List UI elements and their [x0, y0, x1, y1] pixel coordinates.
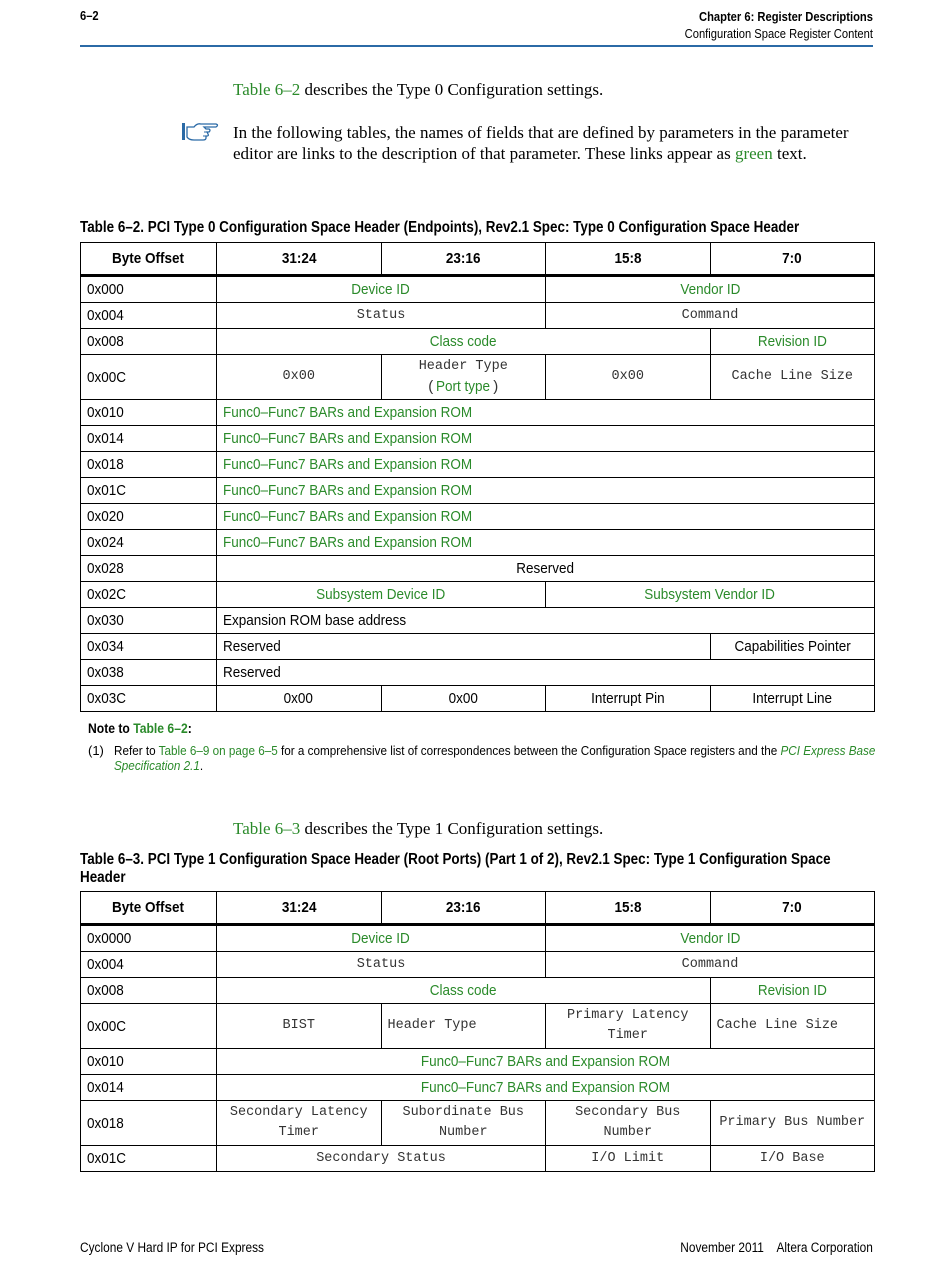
- vendor-id-link[interactable]: Vendor ID: [546, 276, 875, 303]
- offset-cell: 0x024: [81, 530, 217, 556]
- note-text-before: In the following tables, the names of fields that are defined by parameters in the parameter editor are links to the description of that parameter. These links appear as: [233, 123, 849, 163]
- table-row: [81, 1075, 875, 1101]
- table-6-3-caption-text: Table 6–3. PCI Type 1 Configuration Space Header (Root Ports) (Part 1 of 2), Rev2.1 Spec: Type 1 Configuration Space Header: [80, 851, 831, 886]
- interrupt-pin-cell: Interrupt Pin: [546, 686, 711, 712]
- io-limit-cell: I/O Limit: [546, 1146, 711, 1172]
- class-code-link[interactable]: Class code: [217, 329, 711, 355]
- table-row: [81, 452, 875, 478]
- revision-id-link[interactable]: Revision ID: [710, 329, 875, 355]
- table-6-2: [80, 242, 875, 712]
- header-7-0: 7:0: [710, 892, 875, 925]
- table-row: [81, 582, 875, 608]
- intro-type1-text: describes the Type 1 Configuration settings.: [300, 819, 604, 838]
- offset-cell: 0x030: [81, 608, 217, 634]
- cache-line-size-cell: Cache Line Size: [710, 355, 875, 400]
- bist-cell: BIST: [217, 1004, 382, 1049]
- bars-link[interactable]: Func0–Func7 BARs and Expansion ROM: [217, 1049, 875, 1075]
- revision-id-link[interactable]: Revision ID: [710, 978, 875, 1004]
- secondary-latency-timer-cell: Secondary Latency Timer: [217, 1101, 382, 1146]
- offset-cell: 0x014: [81, 426, 217, 452]
- table-row: [81, 400, 875, 426]
- device-id-link[interactable]: Device ID: [217, 925, 546, 952]
- offset-cell: 0x014: [81, 1075, 217, 1101]
- header-type-label: Header Type: [418, 359, 508, 374]
- bars-link[interactable]: Func0–Func7 BARs and Expansion ROM: [217, 452, 875, 478]
- table-row: [81, 556, 875, 582]
- secondary-status-cell: Secondary Status: [217, 1146, 546, 1172]
- note-colon: :: [187, 721, 192, 736]
- reserved-cell: Reserved: [217, 556, 875, 582]
- offset-cell: 0x01C: [81, 478, 217, 504]
- table-row: [81, 608, 875, 634]
- primary-bus-number-cell: Primary Bus Number: [710, 1101, 875, 1146]
- bars-link[interactable]: Func0–Func7 BARs and Expansion ROM: [217, 504, 875, 530]
- secondary-bus-number-cell: Secondary Bus Number: [546, 1101, 711, 1146]
- table-row: [81, 426, 875, 452]
- footnote-pre: Refer to: [114, 743, 159, 758]
- table-row: [81, 1049, 875, 1075]
- header-15-8: 15:8: [546, 892, 711, 925]
- table-row: [81, 504, 875, 530]
- table-row: [81, 276, 875, 303]
- table-row: [81, 660, 875, 686]
- offset-cell: 0x004: [81, 303, 217, 329]
- byte3-cell: 0x00: [217, 686, 382, 712]
- table-row: [81, 1004, 875, 1049]
- offset-cell: 0x02C: [81, 582, 217, 608]
- table-row: [81, 978, 875, 1004]
- reserved-cell: Reserved: [217, 634, 711, 660]
- offset-cell: 0x03C: [81, 686, 217, 712]
- table-row: [81, 478, 875, 504]
- table-header-row: [81, 892, 875, 925]
- offset-cell: 0x01C: [81, 1146, 217, 1172]
- offset-cell: 0x034: [81, 634, 217, 660]
- header-31-24: 31:24: [217, 892, 382, 925]
- port-type-link[interactable]: Port type: [436, 378, 491, 395]
- offset-cell: 0x00C: [81, 1004, 217, 1049]
- offset-cell: 0x008: [81, 329, 217, 355]
- section-title: Configuration Space Register Content: [684, 26, 873, 41]
- table-note-heading: [88, 721, 203, 736]
- capabilities-pointer-cell: Capabilities Pointer: [710, 634, 875, 660]
- header-31-24: 31:24: [217, 243, 382, 276]
- header-7-0: 7:0: [710, 243, 875, 276]
- bars-link[interactable]: Func0–Func7 BARs and Expansion ROM: [217, 530, 875, 556]
- table-row: [81, 355, 875, 400]
- subordinate-bus-number-cell: Subordinate Bus Number: [381, 1101, 546, 1146]
- offset-cell: 0x004: [81, 952, 217, 978]
- device-id-link[interactable]: Device ID: [217, 276, 546, 303]
- offset-cell: 0x000: [81, 276, 217, 303]
- note-green-word: green: [734, 144, 773, 163]
- chapter-title: Chapter 6: Register Descriptions: [699, 9, 873, 24]
- running-header: [654, 8, 873, 42]
- note-text: [233, 122, 873, 164]
- offset-cell: 0x038: [81, 660, 217, 686]
- subsystem-vendor-id-link[interactable]: Subsystem Vendor ID: [546, 582, 875, 608]
- header-byte-offset: Byte Offset: [81, 892, 217, 925]
- table-row: [81, 686, 875, 712]
- pointing-hand-icon: [182, 120, 220, 144]
- footer-product: Cyclone V Hard IP for PCI Express: [80, 1240, 265, 1255]
- intro-type0: [233, 79, 603, 100]
- offset-cell: 0x010: [81, 400, 217, 426]
- table-6-2-link[interactable]: Table 6–2: [233, 80, 301, 99]
- command-cell: Command: [546, 303, 875, 329]
- header-15-8: 15:8: [546, 243, 711, 276]
- bars-link[interactable]: Func0–Func7 BARs and Expansion ROM: [217, 478, 875, 504]
- byte2-cell: 0x00: [381, 686, 546, 712]
- note-table-link[interactable]: Table 6–2: [133, 721, 188, 736]
- status-cell: Status: [217, 952, 546, 978]
- reserved-cell: Reserved: [217, 660, 875, 686]
- status-cell: Status: [217, 303, 546, 329]
- bars-link[interactable]: Func0–Func7 BARs and Expansion ROM: [217, 426, 875, 452]
- table-row: [81, 1101, 875, 1146]
- offset-cell: 0x018: [81, 452, 217, 478]
- interrupt-line-cell: Interrupt Line: [710, 686, 875, 712]
- header-byte-offset: Byte Offset: [81, 243, 217, 276]
- bars-link[interactable]: Func0–Func7 BARs and Expansion ROM: [217, 1075, 875, 1101]
- page-number: 6–2: [80, 8, 99, 23]
- table-row: [81, 1146, 875, 1172]
- table-6-3-link[interactable]: Table 6–3: [233, 819, 301, 838]
- footer-date-company: November 2011 Altera Corporation: [680, 1240, 873, 1255]
- vendor-id-link[interactable]: Vendor ID: [546, 925, 875, 952]
- header-rule: [80, 45, 873, 47]
- offset-cell: 0x010: [81, 1049, 217, 1075]
- note-label: Note to: [88, 721, 134, 736]
- footnote-end: .: [199, 758, 204, 773]
- offset-cell: 0x020: [81, 504, 217, 530]
- pcie-spec-link[interactable]: PCI Express Base Specification 2.1: [114, 743, 876, 773]
- table-header-row: [81, 243, 875, 276]
- io-base-cell: I/O Base: [710, 1146, 875, 1172]
- intro-type0-text: describes the Type 0 Configuration settings.: [300, 80, 604, 99]
- table-row: [81, 530, 875, 556]
- footnote-mid: for a comprehensive list of correspondences between the Configuration Space registers and the: [277, 743, 781, 758]
- table-row: [81, 303, 875, 329]
- byte3-cell: 0x00: [217, 355, 382, 400]
- header-23-16: 23:16: [381, 243, 546, 276]
- table-row: [81, 329, 875, 355]
- bars-link[interactable]: Func0–Func7 BARs and Expansion ROM: [217, 400, 875, 426]
- table-6-9-link[interactable]: Table 6–9 on page 6–5: [158, 743, 278, 758]
- header-type-cell: Header Type ( Port type ): [381, 355, 546, 400]
- table-6-2-caption: [80, 219, 936, 237]
- footnote-number: (1): [88, 743, 104, 758]
- table-6-3: [80, 891, 875, 1172]
- table-row: [81, 925, 875, 952]
- table-6-3-caption: [80, 851, 950, 887]
- class-code-link[interactable]: Class code: [217, 978, 711, 1004]
- offset-cell: 0x018: [81, 1101, 217, 1146]
- intro-type1: [233, 818, 603, 839]
- header-type-cell: Header Type: [381, 1004, 546, 1049]
- table-row: [81, 634, 875, 660]
- expansion-rom-cell: Expansion ROM base address: [217, 608, 875, 634]
- subsystem-device-id-link[interactable]: Subsystem Device ID: [217, 582, 546, 608]
- primary-latency-timer-cell: Primary Latency Timer: [546, 1004, 711, 1049]
- offset-cell: 0x008: [81, 978, 217, 1004]
- byte1-cell: 0x00: [546, 355, 711, 400]
- table-6-2-caption-text: Table 6–2. PCI Type 0 Configuration Space Header (Endpoints), Rev2.1 Spec: Type 0 Configuration Space Header: [80, 219, 800, 236]
- offset-cell: 0x028: [81, 556, 217, 582]
- offset-cell: 0x00C: [81, 355, 217, 400]
- command-cell: Command: [546, 952, 875, 978]
- cache-line-size-cell: Cache Line Size: [710, 1004, 875, 1049]
- note-text-after: text.: [772, 144, 807, 163]
- offset-cell: 0x0000: [81, 925, 217, 952]
- table-row: [81, 952, 875, 978]
- header-23-16: 23:16: [381, 892, 546, 925]
